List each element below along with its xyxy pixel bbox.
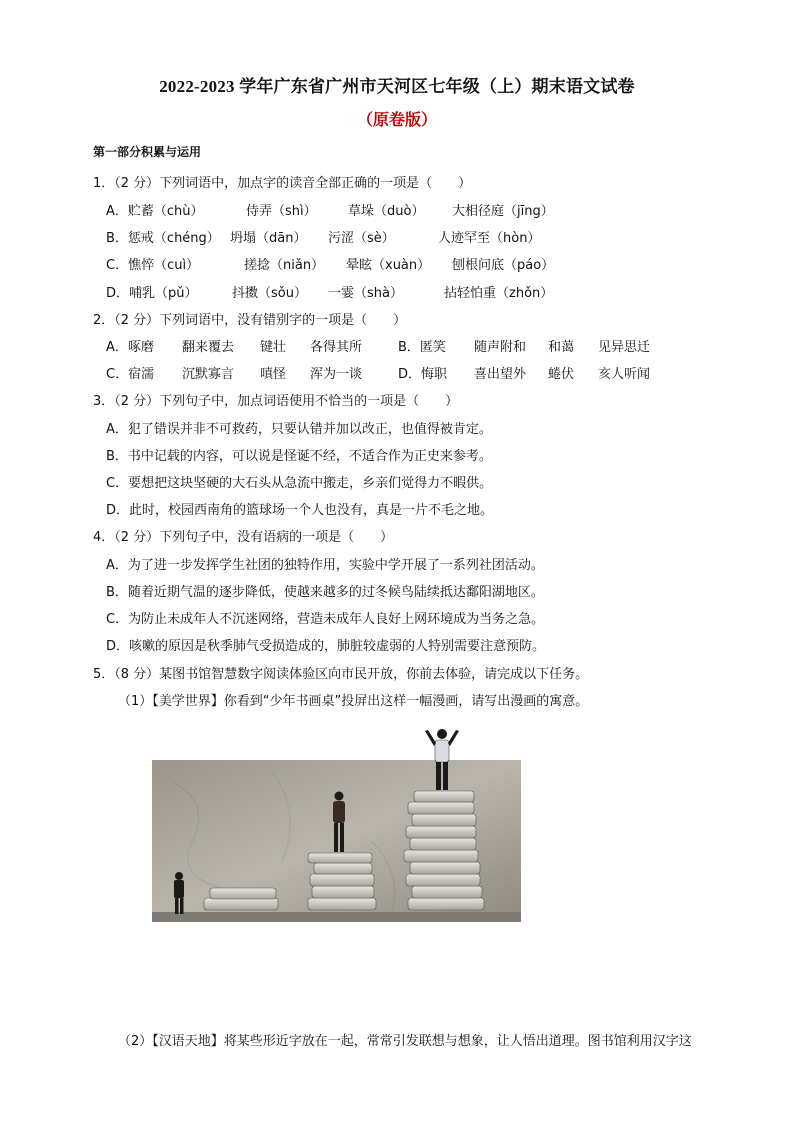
- option-word: 键壮: [260, 340, 287, 355]
- page-title: 2022-2023 学年广东省广州市天河区七年级（上）期末语文试卷: [159, 77, 635, 96]
- option-word: B．惩戒（chéng）: [106, 231, 220, 246]
- option-word: 各得其所: [310, 340, 363, 355]
- option-word: 草垛（duò）: [348, 204, 425, 219]
- book-stack-small: [204, 888, 278, 910]
- option-word: 刨根问底（páo）: [452, 258, 555, 273]
- option-word: 一霎（shà）: [328, 286, 403, 301]
- option-word: 晕眩（xuàn）: [346, 258, 431, 273]
- option-word: B．匿笑: [398, 340, 446, 355]
- question-5-subtask-2: （2）【汉语天地】将某些形近字放在一起，常常引发联想与想象，让人悟出道理。图书馆利用汉字这: [118, 1034, 692, 1049]
- option-word: 蜷伏: [548, 367, 575, 382]
- option-word: D．悔职: [398, 367, 448, 382]
- question-5-subtask-1: （1）【美学世界】你看到“少年书画桌”投屏出这样一幅漫画，请写出漫画的寓意。: [118, 694, 589, 709]
- question-2-row-cd: [106, 363, 706, 381]
- question-2-row-ab: [106, 336, 706, 354]
- option-word: 抖擞（sǒu）: [232, 286, 307, 301]
- section-heading: 第一部分积累与运用: [93, 145, 202, 159]
- option-word: A．贮蓄（chù）: [106, 204, 204, 219]
- option-word: 搓捻（niǎn）: [244, 258, 325, 273]
- option-word: 见异思迁: [598, 340, 651, 355]
- option-word: 嗔怪: [260, 367, 287, 382]
- option-word: 翻来覆去: [182, 340, 235, 355]
- question-3-option-d: D．此时，校园西南角的篮球场一个人也没有，真是一片不毛之地。: [106, 503, 494, 518]
- question-4-option-a: A．为了进一步发挥学生社团的独特作用，实验中学开展了一系列社团活动。: [106, 558, 544, 573]
- option-word: 喜出望外: [474, 367, 527, 382]
- option-word: A．啄磨: [106, 340, 154, 355]
- option-word: C．宿濡: [106, 367, 155, 382]
- question-1-option-c: [106, 254, 706, 272]
- question-4-option-c: C．为防止未成年人不沉迷网络，营造未成年人良好上网环境成为当务之急。: [106, 612, 545, 627]
- option-word: 随声附和: [474, 340, 527, 355]
- question-5-stem: 5．（8 分）某图书馆智慧数字阅读体验区向市民开放，你前去体验，请完成以下任务。: [93, 667, 589, 682]
- book-stack-medium: [308, 853, 376, 910]
- option-word: 坍塌（dān）: [230, 231, 307, 246]
- question-3-option-b: B．书中记载的内容，可以说是怪诞不经，不适合作为正史来参考。: [106, 449, 492, 464]
- option-word: 和蔼: [548, 340, 575, 355]
- option-word: 沉默寡言: [182, 367, 235, 382]
- question-1-option-a: [106, 200, 706, 218]
- question-4-option-b: B．随着近期气温的逐步降低，使越来越多的过冬候鸟陆续抵达鄱阳湖地区。: [106, 585, 544, 600]
- option-word: 污涩（sè）: [328, 231, 395, 246]
- option-word: C．憔悴（cuì）: [106, 258, 200, 273]
- question-3-option-c: C．要想把这块坚硬的大石头从急流中搬走，乡亲们觉得力不暇供。: [106, 476, 493, 491]
- cartoon-image: [152, 722, 521, 922]
- question-4-stem: 4．（2 分）下列句子中，没有语病的一项是（ ）: [93, 530, 394, 545]
- question-4-option-d: D．咳嗽的原因是秋季肺气受损造成的，肺脏较虚弱的人特别需要注意预防。: [106, 639, 546, 654]
- question-3-option-a: A．犯了错误并非不可救药，只要认错并加以改正，也值得被肯定。: [106, 422, 492, 437]
- option-word: 拈轻怕重（zhǒn）: [444, 286, 554, 301]
- option-word: 人迹罕至（hòn）: [438, 231, 541, 246]
- question-2-stem: 2．（2 分）下列词语中，没有错别字的一项是（ ）: [93, 313, 407, 328]
- question-1-option-d: [106, 282, 706, 300]
- book-stack-tall: [404, 791, 484, 910]
- question-3-stem: 3．（2 分）下列句子中，加点词语使用不恰当的一项是（ ）: [93, 394, 459, 409]
- option-word: 大相径庭（jīng）: [452, 204, 554, 219]
- question-1-stem: 1．（2 分）下列词语中，加点字的读音全部正确的一项是（ ）: [93, 176, 472, 191]
- option-word: 亥人听闻: [598, 367, 651, 382]
- question-1-option-b: [106, 227, 706, 245]
- option-word: 浑为一谈: [310, 367, 363, 382]
- option-word: 侍弄（shì）: [246, 204, 317, 219]
- page-subtitle: （原卷版）: [356, 110, 437, 129]
- option-word: D．哺乳（pǔ）: [106, 286, 198, 301]
